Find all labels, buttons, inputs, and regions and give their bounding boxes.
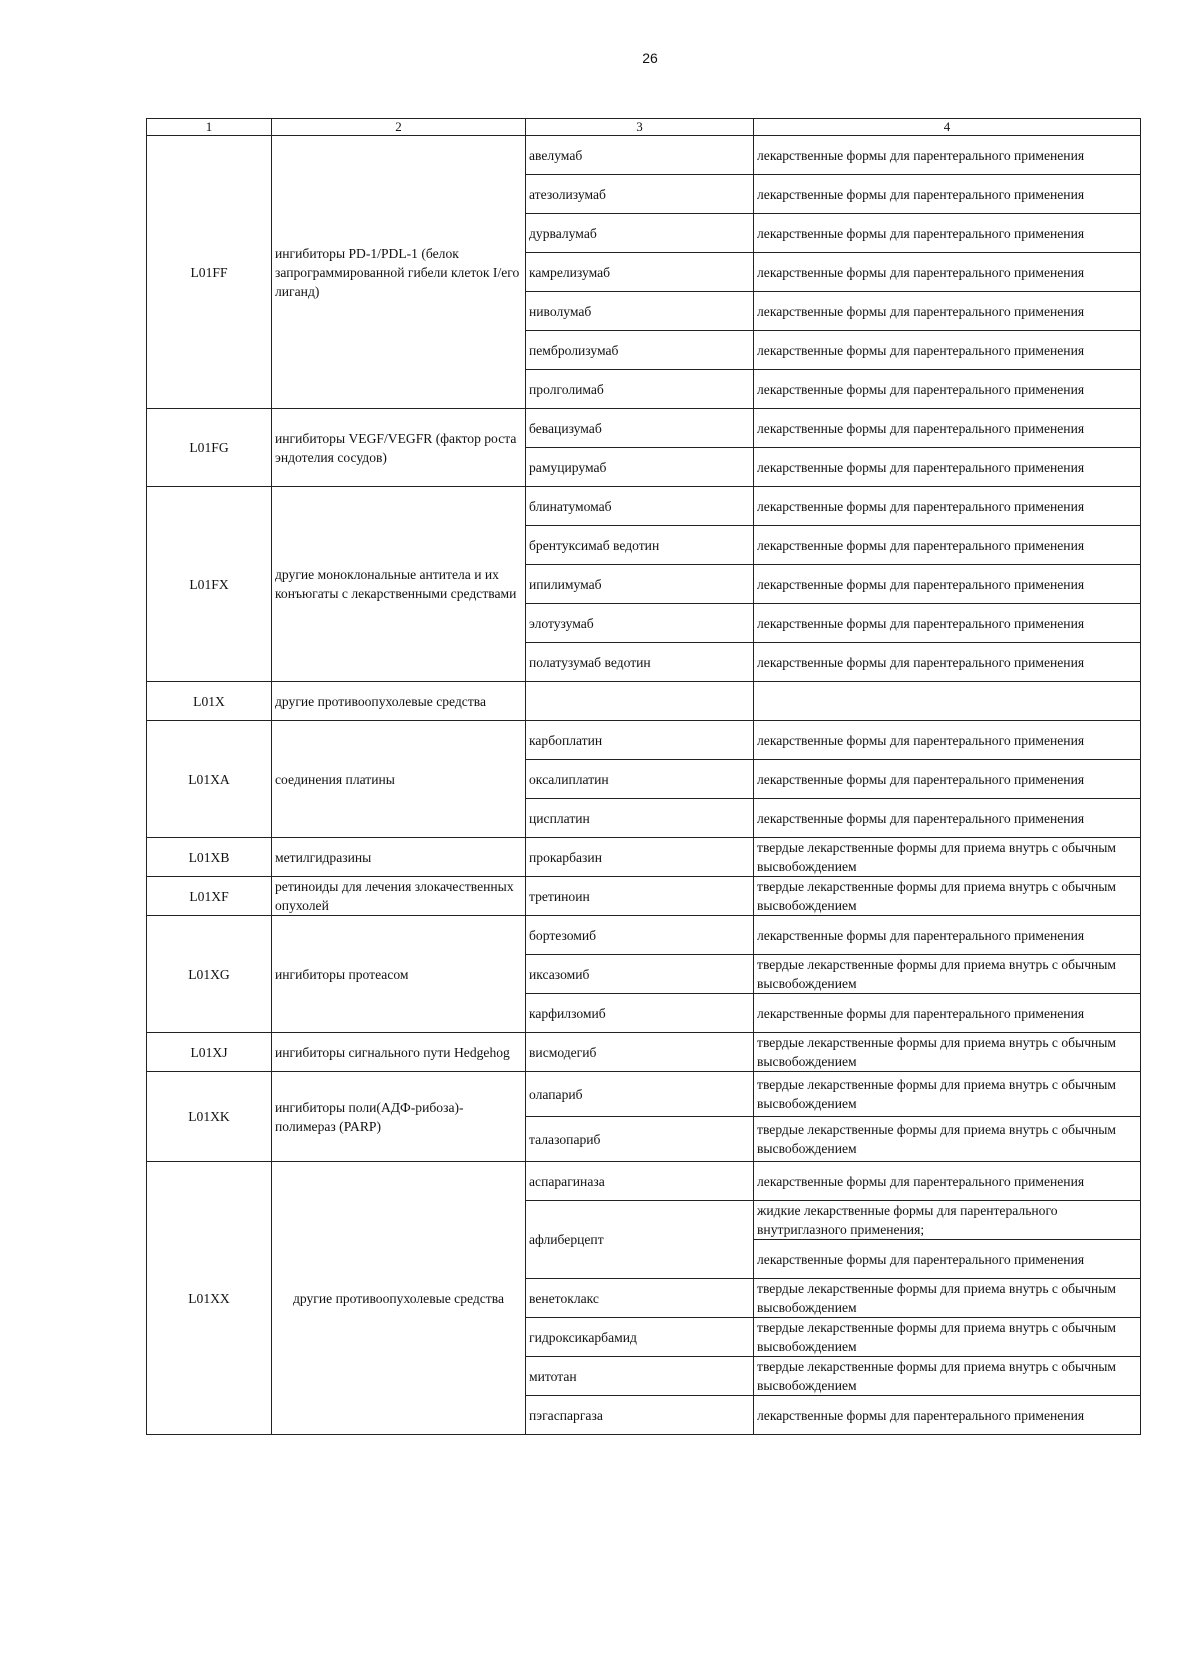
- drug-name: авелумаб: [526, 136, 754, 175]
- dosage-form: лекарственные формы для парентерального применения: [754, 136, 1141, 175]
- drug-name: полатузумаб ведотин: [526, 643, 754, 682]
- drug-name: блинатумомаб: [526, 487, 754, 526]
- drug-name: третиноин: [526, 877, 754, 916]
- atc-code: L01XJ: [147, 1033, 272, 1072]
- drug-name: венетоклакс: [526, 1279, 754, 1318]
- dosage-form: лекарственные формы для парентерального применения: [754, 175, 1141, 214]
- atc-code: L01FG: [147, 409, 272, 487]
- drug-name: иксазомиб: [526, 955, 754, 994]
- atc-code: L01XK: [147, 1072, 272, 1162]
- table-row: [147, 877, 1141, 916]
- drug-name: карфилзомиб: [526, 994, 754, 1033]
- dosage-form: лекарственные формы для парентерального применения: [754, 916, 1141, 955]
- dosage-form: твердые лекарственные формы для приема внутрь с обычным высвобождением: [754, 838, 1141, 877]
- group-name: ингибиторы протеасом: [272, 916, 526, 1033]
- drug-name: ипилимумаб: [526, 565, 754, 604]
- group-name: ингибиторы PD-1/PDL-1 (белок запрограммированной гибели клеток I/его лиганд): [272, 136, 526, 409]
- dosage-form: лекарственные формы для парентерального применения: [754, 214, 1141, 253]
- dosage-form: лекарственные формы для парентерального применения: [754, 643, 1141, 682]
- dosage-form: твердые лекарственные формы для приема внутрь с обычным высвобождением: [754, 1357, 1141, 1396]
- dosage-form: твердые лекарственные формы для приема внутрь с обычным высвобождением: [754, 1318, 1141, 1357]
- atc-code: L01FF: [147, 136, 272, 409]
- drug-name: пембролизумаб: [526, 331, 754, 370]
- group-name: другие противоопухолевые средства: [272, 682, 526, 721]
- dosage-form: твердые лекарственные формы для приема внутрь с обычным высвобождением: [754, 877, 1141, 916]
- table-row: [147, 1033, 1141, 1072]
- table-row: [147, 916, 1141, 955]
- dosage-form: лекарственные формы для парентерального применения: [754, 253, 1141, 292]
- dosage-form: лекарственные формы для парентерального применения: [754, 526, 1141, 565]
- drug-name: бортезомиб: [526, 916, 754, 955]
- drug-name: цисплатин: [526, 799, 754, 838]
- drug-name: афлиберцепт: [526, 1201, 754, 1279]
- table-row: [147, 136, 1141, 175]
- dosage-form: лекарственные формы для парентерального применения: [754, 487, 1141, 526]
- dosage-form: лекарственные формы для парентерального применения: [754, 1162, 1141, 1201]
- dosage-form: твердые лекарственные формы для приема внутрь с обычным высвобождением: [754, 1117, 1141, 1162]
- dosage-form: лекарственные формы для парентерального применения: [754, 331, 1141, 370]
- table-row: [147, 682, 1141, 721]
- atc-code: L01X: [147, 682, 272, 721]
- drug-name: талазопариб: [526, 1117, 754, 1162]
- column-header-4: 4: [754, 119, 1141, 136]
- dosage-form: лекарственные формы для парентерального применения: [754, 760, 1141, 799]
- column-header-2: 2: [272, 119, 526, 136]
- drug-name: пролголимаб: [526, 370, 754, 409]
- atc-code: L01XG: [147, 916, 272, 1033]
- drug-name: элотузумаб: [526, 604, 754, 643]
- dosage-form: твердые лекарственные формы для приема внутрь с обычным высвобождением: [754, 955, 1141, 994]
- dosage-form: лекарственные формы для парентерального применения: [754, 565, 1141, 604]
- drug-name: висмодегиб: [526, 1033, 754, 1072]
- drug-table: [146, 118, 1141, 1435]
- dosage-form: твердые лекарственные формы для приема внутрь с обычным высвобождением: [754, 1072, 1141, 1117]
- table-row: [147, 487, 1141, 526]
- atc-code: L01XB: [147, 838, 272, 877]
- group-name: метилгидразины: [272, 838, 526, 877]
- group-name: ретиноиды для лечения злокачественных опухолей: [272, 877, 526, 916]
- drug-name: брентуксимаб ведотин: [526, 526, 754, 565]
- group-name: другие противоопухолевые средства: [272, 1162, 526, 1435]
- drug-name: рамуцирумаб: [526, 448, 754, 487]
- drug-name: бевацизумаб: [526, 409, 754, 448]
- drug-name: [526, 682, 754, 721]
- drug-name: прокарбазин: [526, 838, 754, 877]
- dosage-form: лекарственные формы для парентерального применения: [754, 1240, 1141, 1279]
- drug-name: оксалиплатин: [526, 760, 754, 799]
- group-name: ингибиторы VEGF/VEGFR (фактор роста эндотелия сосудов): [272, 409, 526, 487]
- atc-code: L01XX: [147, 1162, 272, 1435]
- atc-code: L01XA: [147, 721, 272, 838]
- column-header-3: 3: [526, 119, 754, 136]
- column-header-1: 1: [147, 119, 272, 136]
- drug-name: митотан: [526, 1357, 754, 1396]
- dosage-form: лекарственные формы для парентерального применения: [754, 409, 1141, 448]
- atc-code: L01FX: [147, 487, 272, 682]
- atc-code: L01XF: [147, 877, 272, 916]
- drug-name: гидроксикарбамид: [526, 1318, 754, 1357]
- drug-name: камрелизумаб: [526, 253, 754, 292]
- page-number: 26: [642, 50, 658, 66]
- dosage-form: [754, 682, 1141, 721]
- group-name: ингибиторы поли(АДФ-рибоза)-полимераз (PARP): [272, 1072, 526, 1162]
- dosage-form: лекарственные формы для парентерального применения: [754, 370, 1141, 409]
- group-name: ингибиторы сигнального пути Hedgehog: [272, 1033, 526, 1072]
- dosage-form: лекарственные формы для парентерального применения: [754, 1396, 1141, 1435]
- group-name: соединения платины: [272, 721, 526, 838]
- group-name: другие моноклональные антитела и их конъюгаты с лекарственными средствами: [272, 487, 526, 682]
- table-row: [147, 838, 1141, 877]
- drug-name: ниволумаб: [526, 292, 754, 331]
- table-row: [147, 1072, 1141, 1117]
- drug-name: карбоплатин: [526, 721, 754, 760]
- table-row: [147, 1162, 1141, 1201]
- dosage-form: лекарственные формы для парентерального применения: [754, 604, 1141, 643]
- table-row: [147, 409, 1141, 448]
- dosage-form: твердые лекарственные формы для приема внутрь с обычным высвобождением: [754, 1279, 1141, 1318]
- dosage-form: твердые лекарственные формы для приема внутрь с обычным высвобождением: [754, 1033, 1141, 1072]
- drug-name: пэгаспаргаза: [526, 1396, 754, 1435]
- table-row: [147, 721, 1141, 760]
- drug-name: дурвалумаб: [526, 214, 754, 253]
- table-header-row: [147, 119, 1141, 136]
- dosage-form: лекарственные формы для парентерального применения: [754, 799, 1141, 838]
- drug-name: атезолизумаб: [526, 175, 754, 214]
- dosage-form: жидкие лекарственные формы для парентерального внутриглазного применения;: [754, 1201, 1141, 1240]
- dosage-form: лекарственные формы для парентерального применения: [754, 721, 1141, 760]
- dosage-form: лекарственные формы для парентерального применения: [754, 292, 1141, 331]
- dosage-form: лекарственные формы для парентерального применения: [754, 448, 1141, 487]
- table-body: [147, 136, 1141, 1435]
- drug-name: аспарагиназа: [526, 1162, 754, 1201]
- dosage-form: лекарственные формы для парентерального применения: [754, 994, 1141, 1033]
- drug-name: олапариб: [526, 1072, 754, 1117]
